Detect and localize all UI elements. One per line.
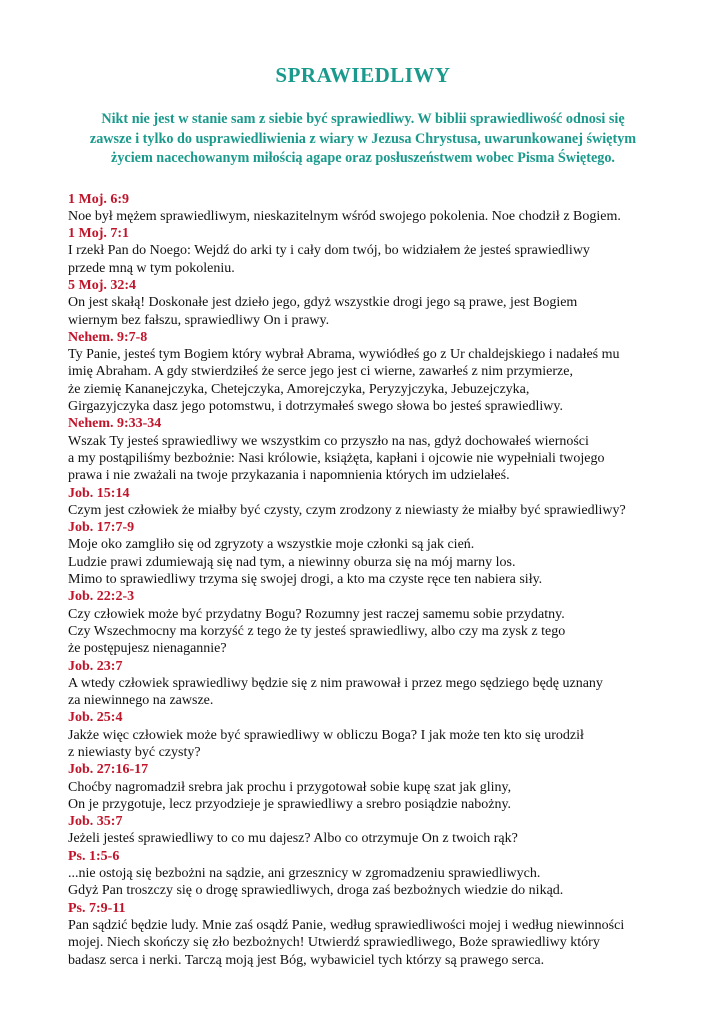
verse-reference: Job. 35:7 <box>68 814 123 830</box>
verse-text-line: A wtedy człowiek sprawiedliwy będzie się z nim prawował i przez mego sędziego będę uznany <box>68 675 603 691</box>
verse-entry <box>68 709 658 761</box>
verse-entry <box>68 415 658 484</box>
verse-reference: Ps. 1:5-6 <box>68 848 120 864</box>
verse-reference: Ps. 7:9-11 <box>68 900 126 916</box>
verse-entry <box>68 519 658 588</box>
verse-text-line: ...nie ostoją się bezbożni na sądzie, ani grzesznicy w zgromadzeniu sprawiedliwych. <box>68 866 541 882</box>
verse-text-line: Jeżeli jesteś sprawiedliwy to co mu dajesz? Albo co otrzymuje On z twoich rąk? <box>68 831 518 847</box>
verse-text-line: że postępujesz nienagannie? <box>68 641 227 657</box>
verse-text-line: a my postąpiliśmy bezbożnie: Nasi królowie, książęta, kapłani i ojcowie nie wypełniali twojego <box>68 450 605 466</box>
verse-text-line: Moje oko zamgliło się od zgryzoty a wszystkie moje członki są jak cień. <box>68 537 475 553</box>
verse-text-line: za niewinnego na zawsze. <box>68 693 214 709</box>
verse-text-line: Ludzie prawi zdumiewają się nad tym, a niewinny oburza się na mój marny los. <box>68 554 516 570</box>
verse-entry <box>68 485 658 520</box>
verse-text-line: On je przygotuje, lecz przyodzieje je sprawiedliwy a srebro posiądzie nabożny. <box>68 796 512 812</box>
verse-text-line: prawa i nie zważali na twoje przykazania i napomnienia których im udzielałeś. <box>68 468 510 484</box>
verse-text-line: Wszak Ty jesteś sprawiedliwy we wszystkim co przyszło na nas, gdyż dochowałeś wierności <box>68 433 589 449</box>
verse-text-line: Czy człowiek może być przydatny Bogu? Rozumny jest raczej samemu sobie przydatny. <box>68 606 565 622</box>
verse-entry <box>68 848 658 900</box>
verse-text-line: że ziemię Kananejczyka, Chetejczyka, Amorejczyka, Peryzyjczyka, Jebuzejczyka, <box>68 381 530 397</box>
verse-entry <box>68 813 658 848</box>
verse-text-line: Jakże więc człowiek może być sprawiedliwy w obliczu Boga? I jak może ten kto się urodził <box>68 727 584 743</box>
verse-text-line: przede mną w tym pokoleniu. <box>68 260 235 276</box>
verse-text-line: mojej. Niech skończy się zło bezbożnych! Utwierdź sprawiedliwego, Boże sprawiedliwy który <box>68 935 600 951</box>
verse-text-line: wiernym bez fałszu, sprawiedliwy On i prawy. <box>68 312 330 328</box>
verse-list <box>68 191 658 969</box>
verse-entry <box>68 588 658 657</box>
verse-text-line: I rzekł Pan do Noego: Wejdź do arki ty i cały dom twój, bo widziałem że jesteś sprawiedliwy <box>68 243 590 259</box>
verse-text-line: Pan sądzić będzie ludy. Mnie zaś osądź Panie, według sprawiedliwości mojej i według niewinności <box>68 917 625 933</box>
verse-entry <box>68 191 658 226</box>
verse-text-line: Czy Wszechmocny ma korzyść z tego że ty jesteś sprawiedliwy, albo czy ma zysk z tego <box>68 623 566 639</box>
intro-line: życiem nacechowanym miłością agape oraz posłuszeństwem wobec Pisma Świętego. <box>111 150 615 166</box>
verse-entry <box>68 761 658 813</box>
verse-text-line: Choćby nagromadził srebra jak prochu i przygotował sobie kupę szat jak gliny, <box>68 779 512 795</box>
verse-text-line: On jest skałą! Doskonałe jest dzieło jego, gdyż wszystkie drogi jego są prawe, jest Bogiem <box>68 295 578 311</box>
verse-reference: Nehem. 9:33-34 <box>68 416 162 432</box>
verse-reference: Nehem. 9:7-8 <box>68 329 148 345</box>
intro-paragraph <box>68 110 658 169</box>
verse-reference: Job. 15:14 <box>68 485 130 501</box>
intro-line: zawsze i tylko do usprawiedliwienia z wiary w Jezusa Chrystusa, uwarunkowanej świętym <box>89 130 637 147</box>
verse-entry <box>68 225 658 277</box>
verse-text-line: Czym jest człowiek że miałby być czysty, czym zrodzony z niewiasty że miałby być sprawiedliwy? <box>68 502 626 518</box>
verse-entry <box>68 658 658 710</box>
verse-text-line: Mimo to sprawiedliwy trzyma się swojej drogi, a kto ma czyste ręce ten nabiera siły. <box>68 572 543 588</box>
document-page <box>68 62 658 969</box>
verse-reference: 1 Moj. 6:9 <box>68 191 130 207</box>
verse-text-line: Noe był mężem sprawiedliwym, nieskazitelnym wśród swojego pokolenia. Noe chodził z Bogiem. <box>68 208 621 224</box>
page-title: SPRAWIEDLIWY <box>275 63 451 87</box>
verse-reference: Job. 17:7-9 <box>68 520 135 536</box>
verse-reference: 5 Moj. 32:4 <box>68 277 137 293</box>
verse-entry <box>68 900 658 969</box>
verse-text-line: Girgazyjczyka dasz jego potomstwu, i dotrzymałeś swego słowa bo jesteś sprawiedliwy. <box>68 399 563 415</box>
verse-entry <box>68 329 658 415</box>
verse-reference: Job. 22:2-3 <box>68 589 135 605</box>
verse-text-line: imię Abraham. A gdy stwierdziłeś że serce jego jest ci wierne, zawarłeś z nim przymierze, <box>68 364 573 380</box>
intro-line: Nikt nie jest w stanie sam z siebie być sprawiedliwy. W biblii sprawiedliwość odnosi się <box>101 111 625 127</box>
verse-text-line: Gdyż Pan troszczy się o drogę sprawiedliwych, droga zaś bezbożnych wiedzie do nikąd. <box>68 883 564 899</box>
verse-reference: Job. 27:16-17 <box>68 762 149 778</box>
verse-text-line: badasz serca i nerki. Tarczą moją jest Bóg, wybawiciel tych którzy są prawego serca. <box>68 952 545 968</box>
verse-text-line: z niewiasty być czysty? <box>68 745 201 760</box>
verse-text-line: Ty Panie, jesteś tym Bogiem który wybrał Abrama, wywiódłeś go z Ur chaldejskiego i nadałeś mu <box>68 347 620 363</box>
verse-reference: 1 Moj. 7:1 <box>68 226 130 242</box>
verse-entry <box>68 277 658 329</box>
verse-reference: Job. 25:4 <box>68 710 123 726</box>
verse-reference: Job. 23:7 <box>68 658 123 674</box>
